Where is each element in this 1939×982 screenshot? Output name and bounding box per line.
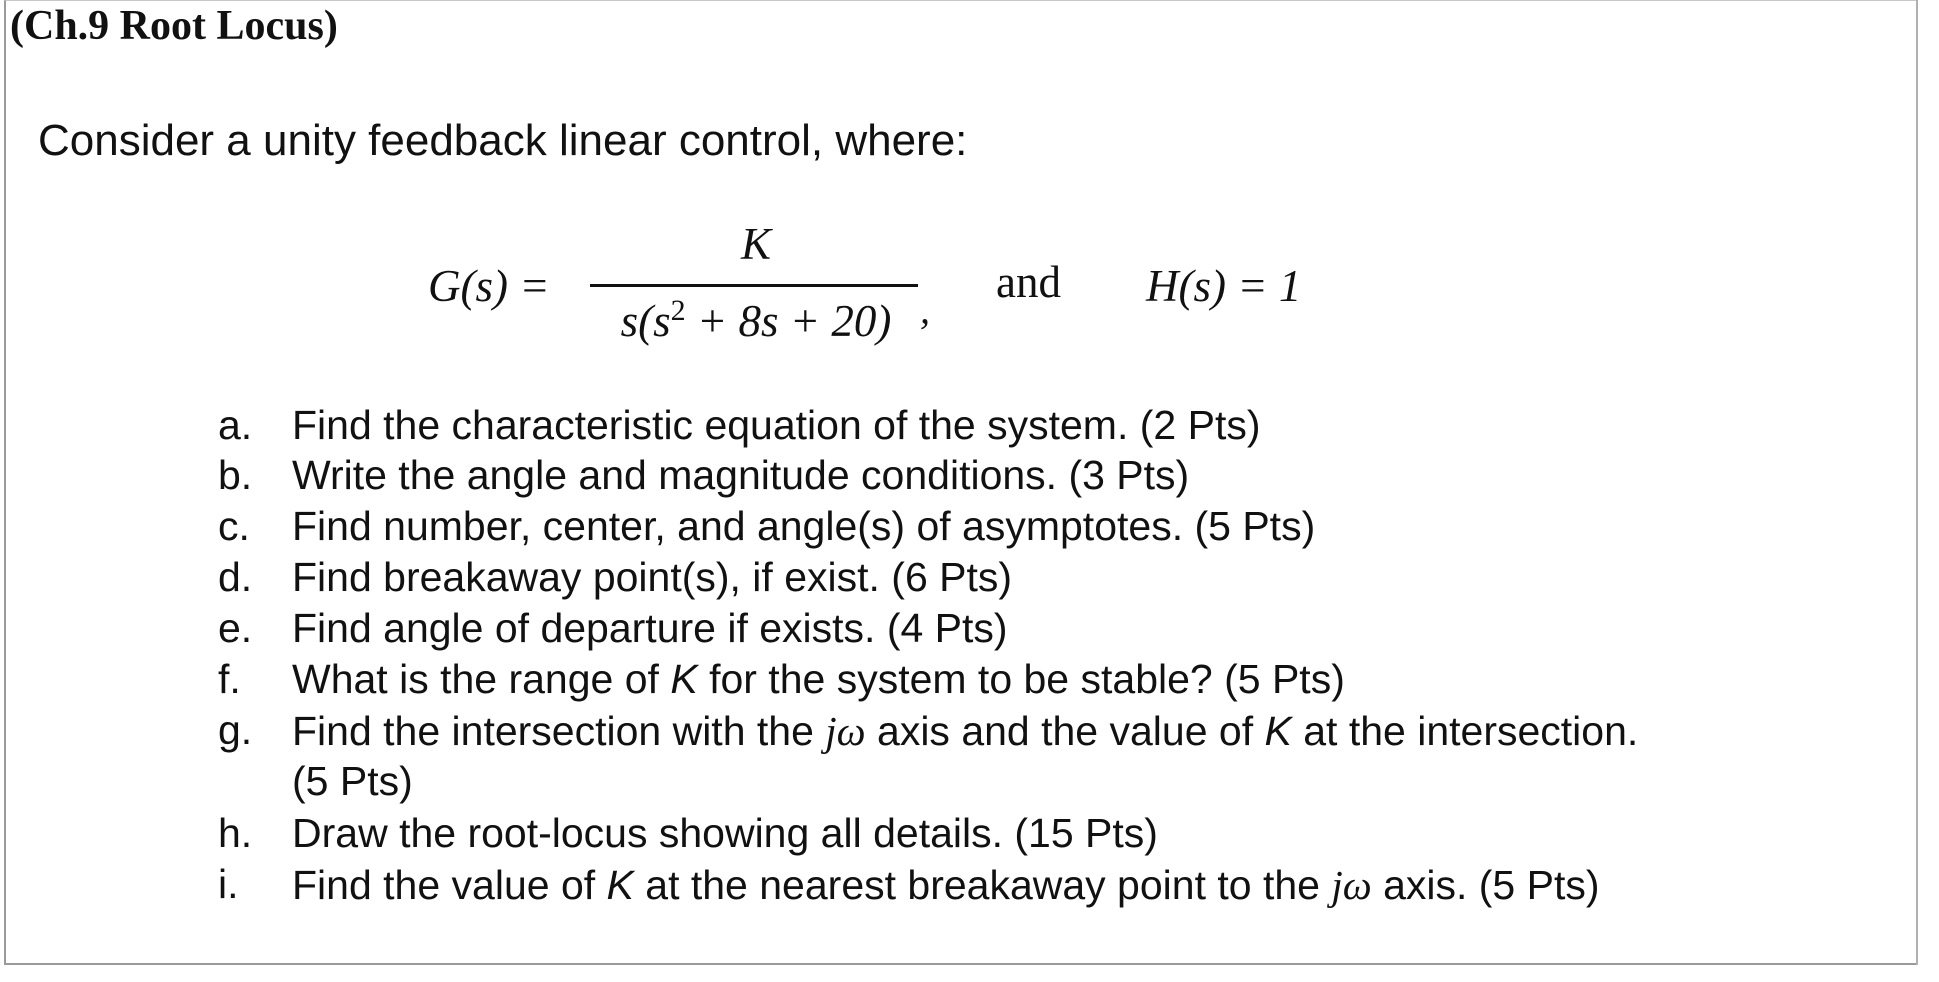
equation-comma: , <box>920 287 930 332</box>
item-text <box>292 861 1600 909</box>
denominator <box>586 294 926 347</box>
section-header: (Ch.9 Root Locus) <box>10 3 338 49</box>
and-word: and <box>996 257 1061 307</box>
item-text-c: at the intersection. <box>1291 708 1639 754</box>
item-label: c. <box>218 503 250 549</box>
denominator-part-b: + 8s + 20) <box>685 296 892 346</box>
variable-jw: jω <box>825 708 866 754</box>
denominator-exponent: 2 <box>670 294 686 327</box>
item-label: g. <box>218 707 253 753</box>
item-text: Find number, center, and angle(s) of asymptotes. (5 Pts) <box>292 503 1316 549</box>
item-text: Write the angle and magnitude conditions. (3 Pts) <box>292 452 1190 498</box>
numerator: K <box>740 219 771 269</box>
item-text-a: What is the range of <box>292 656 671 702</box>
item-label: a. <box>218 402 253 448</box>
item-text-b: at the nearest breakaway point to the <box>633 862 1332 908</box>
intro-text: Consider a unity feedback linear control, where: <box>38 116 968 165</box>
item-text-a: Find the value of <box>292 862 607 908</box>
item-label: i. <box>218 861 239 907</box>
item-label: h. <box>218 810 253 856</box>
variable-jw: jω <box>1331 862 1372 908</box>
item-text-c: axis. (5 Pts) <box>1371 862 1600 908</box>
item-text <box>292 656 1345 703</box>
item-text: Draw the root-locus showing all details. (15 Pts) <box>292 810 1158 856</box>
item-label: d. <box>218 554 253 600</box>
item-text: Find the characteristic equation of the system. (2 Pts) <box>292 402 1261 448</box>
item-text-a: Find the intersection with the <box>292 708 826 754</box>
item-text-continuation: (5 Pts) <box>292 758 413 804</box>
item-label: f. <box>218 656 241 702</box>
denominator-part-a: s(s <box>620 296 671 346</box>
g-of-s-lhs: G(s) = <box>428 261 550 311</box>
right-border <box>1916 0 1918 965</box>
item-label: e. <box>218 605 253 651</box>
item-label: b. <box>218 452 253 498</box>
fraction-bar <box>590 284 918 287</box>
item-text: Find breakaway point(s), if exist. (6 Pts) <box>292 554 1013 600</box>
variable-k: K <box>670 656 698 702</box>
fraction <box>586 218 926 348</box>
item-text-b: for the system to be stable? (5 Pts) <box>697 656 1345 702</box>
variable-k: K <box>606 862 634 908</box>
item-text: Find angle of departure if exists. (4 Pts) <box>292 605 1008 651</box>
variable-k: K <box>1264 708 1292 754</box>
item-text <box>292 707 1638 755</box>
h-of-s-equation: H(s) = 1 <box>1146 261 1302 311</box>
item-text-b: axis and the value of <box>865 708 1265 754</box>
